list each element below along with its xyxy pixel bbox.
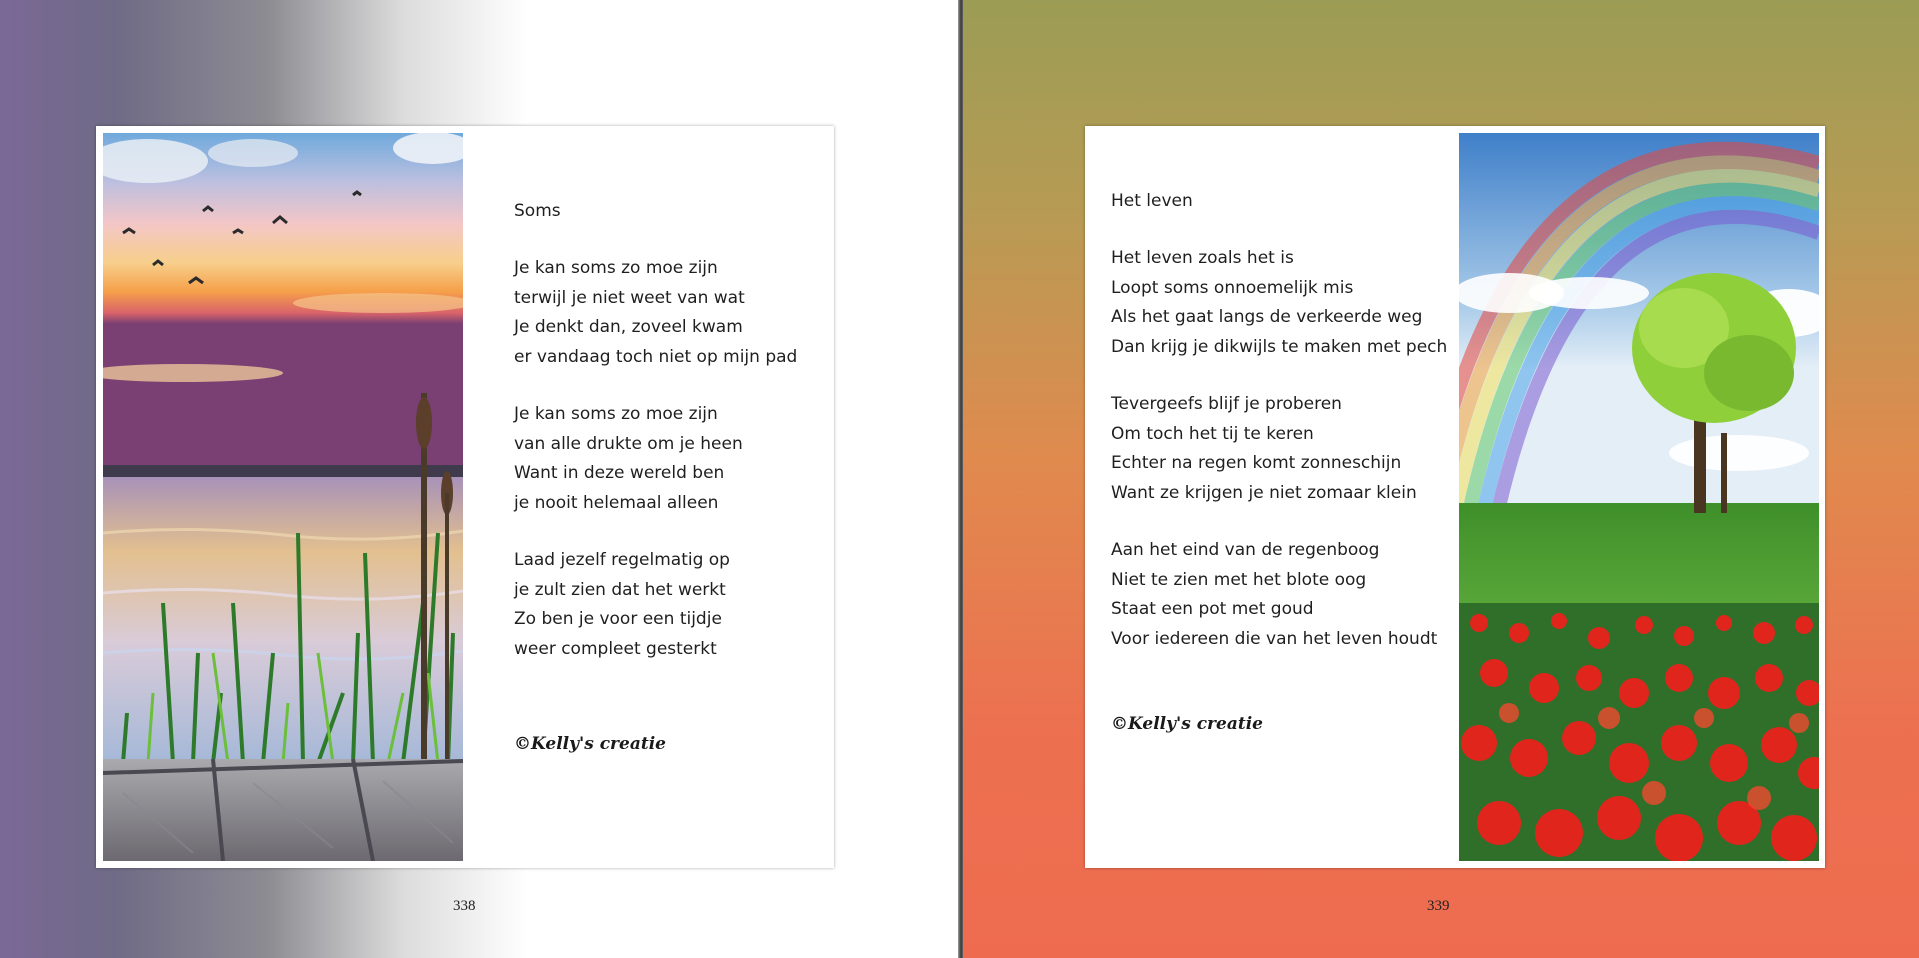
stanza-1: [514, 254, 797, 372]
poem-line: Het leven zoals het is: [1111, 248, 1294, 268]
stanza-3: [514, 546, 797, 664]
poem-line: terwijl je niet weet van wat: [514, 287, 745, 308]
sunset-lake-painting: [103, 133, 463, 861]
poem-title: Soms: [514, 201, 561, 221]
poem-line: Aan het eind van de regenboog: [1111, 540, 1380, 560]
right-poem-card: [1085, 126, 1825, 868]
poem-line: Want ze krijgen je niet zomaar klein: [1111, 482, 1417, 503]
poem-line: Laad jezelf regelmatig op: [514, 550, 730, 570]
poem-line: Je kan soms zo moe zijn: [514, 258, 718, 278]
poem-line: Tevergeefs blijf je proberen: [1111, 394, 1342, 414]
poem-line: Niet te zien met het blote oog: [1111, 569, 1367, 590]
poem-line: Staat een pot met goud: [1111, 599, 1314, 619]
poem-line: Dan krijg je dikwijls te maken met pech: [1111, 336, 1448, 357]
poem-line: Want in deze wereld ben: [514, 463, 725, 483]
poem-line: van alle drukte om je heen: [514, 433, 743, 454]
poem-line: Om toch het tij te keren: [1111, 423, 1314, 444]
poem-line: Voor iedereen die van het leven houdt: [1111, 628, 1438, 649]
page-number: 338: [453, 898, 476, 914]
author-signature: ©Kelly's creatie: [1111, 714, 1263, 734]
poem-line: Zo ben je voor een tijdje: [514, 609, 722, 629]
author-signature: ©Kelly's creatie: [514, 734, 666, 754]
left-page: [0, 0, 959, 958]
poem-line: er vandaag toch niet op mijn pad: [514, 346, 798, 367]
stanza-3: [1111, 536, 1447, 654]
poem-title: Het leven: [1111, 191, 1193, 211]
poem-line: weer compleet gesterkt: [514, 638, 717, 659]
rainbow-tree-poppy-field: [1459, 133, 1819, 861]
page-number: 339: [1427, 898, 1450, 914]
poem-line: Echter na regen komt zonneschijn: [1111, 453, 1402, 473]
poem-line: Als het gaat langs de verkeerde weg: [1111, 307, 1423, 327]
poem-line: je nooit helemaal alleen: [514, 492, 719, 513]
stanza-1: [1111, 244, 1447, 362]
poem-line: Loopt soms onnoemelijk mis: [1111, 277, 1354, 298]
right-poem: [1111, 186, 1447, 654]
poem-line: Je denkt dan, zoveel kwam: [514, 317, 743, 337]
poem-line: je zult zien dat het werkt: [514, 579, 726, 600]
left-poem-card: [96, 126, 834, 868]
stanza-2: [1111, 390, 1447, 508]
right-page: [963, 0, 1919, 958]
poem-line: Je kan soms zo moe zijn: [514, 404, 718, 424]
stanza-2: [514, 400, 797, 518]
left-poem: [514, 196, 797, 664]
